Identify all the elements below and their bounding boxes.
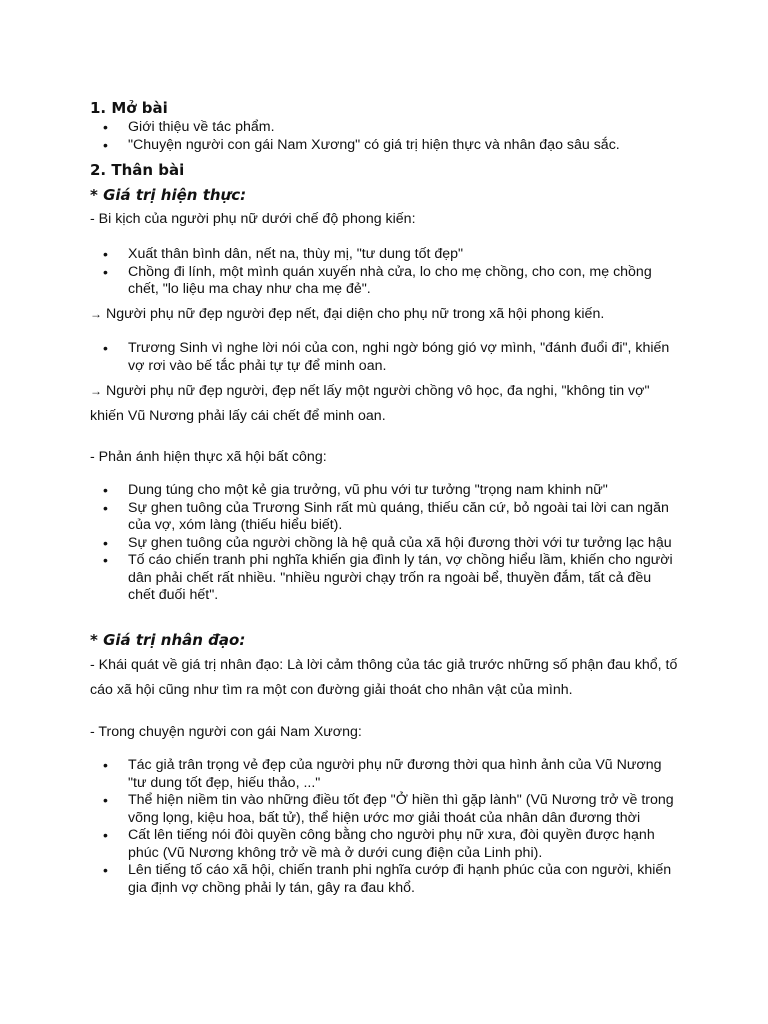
list-item: • Thể hiện niềm tin vào những điều tốt đẹp "Ở hiền thì gặp lành" (Vũ Nương trở về trong võng lọng, kiệu hoa, bất tử), thể hiện ước mơ giải thoát của nhân dân đương thời	[90, 792, 680, 827]
list-item: • Trương Sinh vì nghe lời nói của con, nghi ngờ bóng gió vợ mình, "đánh đuổi đi", khiến vợ rơi vào bế tắc phải tự tự để minh oan.	[90, 340, 680, 375]
section-hien-thuc	[90, 186, 680, 204]
list-item: • Sự ghen tuông của Trương Sinh rất mù quáng, thiếu căn cứ, bỏ ngoài tai lời can ngăn của vợ, xóm làng (thiếu hiểu biết).	[90, 500, 680, 535]
intro-phan-anh	[90, 449, 680, 466]
section-than-bai	[90, 161, 680, 179]
list-item: • Xuất thân bình dân, nết na, thùy mị, "tư dung tốt đẹp"	[90, 246, 680, 264]
list-item: • "Chuyện người con gái Nam Xương" có giá trị hiện thực và nhân đạo sâu sắc.	[90, 137, 680, 155]
list-item: • Sự ghen tuông của người chồng là hệ quả của xã hội đương thời với tư tưởng lạc hậu	[90, 535, 680, 553]
paragraph: - Trong chuyện người con gái Nam Xương:	[90, 724, 362, 740]
intro-trong-chuyen	[90, 724, 680, 741]
paragraph: - Bi kịch của người phụ nữ dưới chế độ phong kiến:	[90, 211, 416, 227]
list-item: • Tác giả trân trọng vẻ đẹp của người phụ nữ đương thời qua hình ảnh của Vũ Nương "tư dung tốt đẹp, hiếu thảo, ..."	[90, 757, 680, 792]
list-item: • Lên tiếng tố cáo xã hội, chiến tranh phi nghĩa cướp đi hạnh phúc của con người, khiến gia định vợ chồng phải ly tán, gây ra đau khổ.	[90, 862, 680, 897]
list-item: • Tố cáo chiến tranh phi nghĩa khiến gia đình ly tán, vợ chồng hiểu lầm, khiến cho người dân phải chết rất nhiều. "nhiều người chạy trốn ra ngoài bể, thuyền đắm, tất cả đều chết đuối hết".	[90, 552, 680, 605]
list-mo-bai	[90, 119, 680, 154]
list-nhan-dao	[90, 757, 680, 897]
list-phan-anh	[90, 482, 680, 605]
list-item: • Cất lên tiếng nói đòi quyền công bằng cho người phụ nữ xưa, đòi quyền được hạnh phúc (Vũ Nương không trở về mà ở dưới cung điện của Linh phi).	[90, 827, 680, 862]
arrow-text: Người phụ nữ đẹp người đẹp nết, đại diện cho phụ nữ trong xã hội phong kiến.	[105, 306, 605, 322]
arrow-icon: →	[90, 307, 102, 321]
arrow-paragraph-1	[90, 306, 680, 323]
list-item: • Giới thiệu về tác phẩm.	[90, 119, 680, 137]
list-truong-sinh	[90, 340, 680, 375]
arrow-text: Người phụ nữ đẹp người, đẹp nết lấy một người chồng vô học, đa nghi, "không tin vợ" khiến Vũ Nương phải lấy cái chết để minh oan.	[90, 383, 650, 424]
paragraph: - Khái quát về giá trị nhân đạo: Là lời cảm thông của tác giả trước những số phận đau khổ, tố cáo xã hội cũng như tìm ra một con đường giải thoát cho nhân vật của mình.	[90, 657, 678, 698]
section-nhan-dao	[90, 631, 680, 649]
heading-nhan-dao: * Giá trị nhân đạo:	[90, 631, 246, 649]
heading-than-bai: 2. Thân bài	[90, 161, 185, 179]
intro-bi-kich	[90, 211, 680, 228]
list-bi-kich	[90, 246, 680, 299]
paragraph: - Phản ánh hiện thực xã hội bất công:	[90, 449, 327, 465]
arrow-paragraph-2	[90, 379, 680, 429]
heading-hien-thuc: * Giá trị hiện thực:	[90, 186, 247, 204]
list-item: • Chồng đi lính, một mình quán xuyến nhà cửa, lo cho mẹ chồng, cho con, mẹ chồng chết, "lo liệu ma chay như cha mẹ đẻ".	[90, 264, 680, 299]
list-item: • Dung túng cho một kẻ gia trưởng, vũ phu với tư tưởng "trọng nam khinh nữ"	[90, 482, 680, 500]
section-mo-bai	[90, 99, 680, 117]
intro-khai-quat	[90, 653, 680, 703]
arrow-icon: →	[90, 384, 102, 398]
heading-mo-bai: 1. Mở bài	[90, 99, 168, 117]
